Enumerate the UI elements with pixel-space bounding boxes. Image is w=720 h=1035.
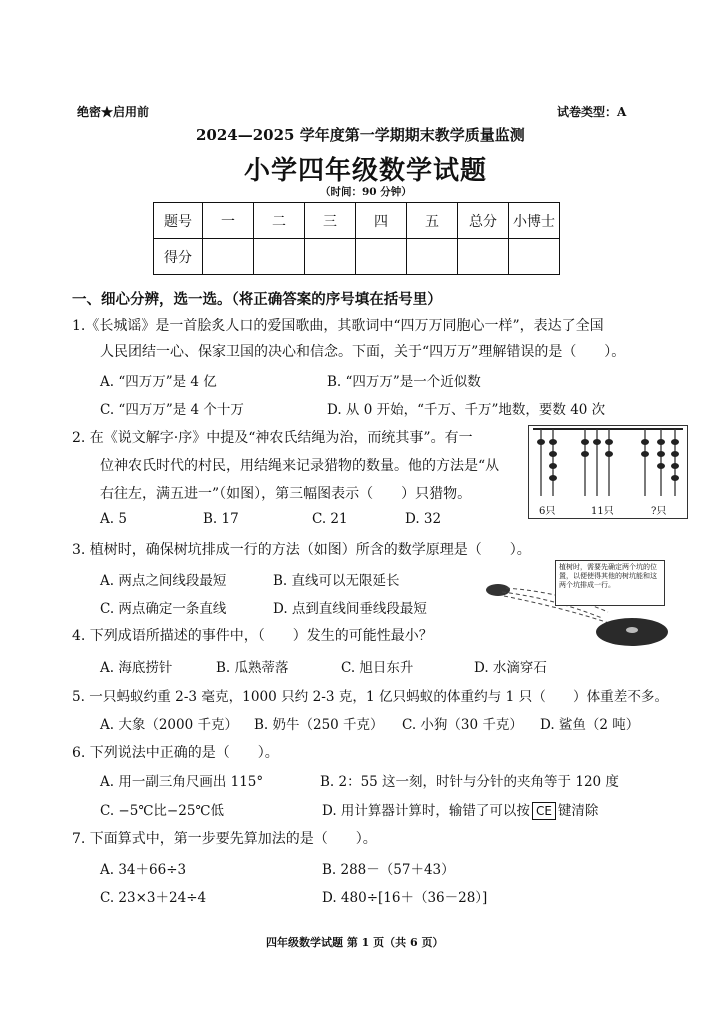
q4-option-c: C. 旭日东升 xyxy=(341,660,414,676)
ce-key: CE xyxy=(532,802,556,820)
score-cell: 三 xyxy=(305,203,356,239)
score-cell: 得分 xyxy=(154,239,203,275)
q5-line1: 5. 一只蚂蚁约重 2-3 毫克，1000 只约 2-3 克，1 亿只蚂蚁的体重约与 1 只（ ）体重差不多。 xyxy=(72,689,669,705)
tree-planting-note: 植树时，需要先确定两个坑的位置，以便使得其他的树坑能和这两个坑排成一行。 xyxy=(555,560,665,606)
score-blank[interactable] xyxy=(458,239,509,275)
q5-option-b: B. 奶牛（250 千克） xyxy=(254,717,384,733)
q6-line1: 6. 下列说法中正确的是（ ）。 xyxy=(72,745,279,761)
q6-option-d xyxy=(322,799,598,820)
rope-label-2: 11只 xyxy=(591,506,614,517)
q4-option-a: A. 海底捞针 xyxy=(100,660,173,676)
q7-option-b: B. 288－（57＋43） xyxy=(322,862,455,878)
score-blank[interactable] xyxy=(254,239,305,275)
page-title: 小学四年级数学试题 xyxy=(244,156,488,186)
q7-option-a: A. 34＋66÷3 xyxy=(100,862,187,878)
score-cell: 总分 xyxy=(458,203,509,239)
q7-line1: 7. 下面算式中，第一步要先算加法的是（ ）。 xyxy=(72,831,377,847)
q6-option-d-text: D. 用计算器计算时，输错了可以按 xyxy=(322,803,530,819)
score-cell: 五 xyxy=(407,203,458,239)
score-blank[interactable] xyxy=(509,239,560,275)
q4-option-d: D. 水滴穿石 xyxy=(474,660,547,676)
q7-option-d: D. 480÷[16＋（36－28）] xyxy=(322,890,488,906)
q3-option-d: D. 点到直线间垂线段最短 xyxy=(273,601,427,617)
score-cell: 小博士 xyxy=(509,203,560,239)
exam-time: （时间：90 分钟） xyxy=(320,186,412,198)
q5-option-d: D. 鲨鱼（2 吨） xyxy=(540,717,640,733)
knot-rope-figure xyxy=(528,425,688,519)
q2-option-c: C. 21 xyxy=(312,511,348,527)
q2-line3: 右往左，满五进一”（如图），第三幅图表示（ ）只猎物。 xyxy=(100,486,472,502)
q1-option-b: B. “四万万”是一个近似数 xyxy=(327,374,481,390)
q1-line1: 1.《长城谣》是一首脍炙人口的爱国歌曲，其歌词中“四万万同胞心一样”，表达了全国 xyxy=(72,318,604,334)
q6-option-a: A. 用一副三角尺画出 115° xyxy=(100,774,264,790)
score-blank[interactable] xyxy=(356,239,407,275)
q2-option-a: A. 5 xyxy=(100,511,127,527)
exam-subtitle: 2024—2025 学年度第一学期期末教学质量监测 xyxy=(196,126,525,144)
q2-line2: 位神农氏时代的村民，用结绳来记录猎物的数量。他的方法是“从 xyxy=(100,458,500,474)
score-cell: 二 xyxy=(254,203,305,239)
q6-option-c: C. −5℃比−25℃低 xyxy=(100,803,225,819)
score-blank[interactable] xyxy=(203,239,254,275)
page-footer: 四年级数学试题 第 1 页（共 6 页） xyxy=(266,936,444,949)
rope-label-1: 6只 xyxy=(539,506,556,517)
section-heading: 一、细心分辨，选一选。（将正确答案的序号填在括号里） xyxy=(72,291,442,308)
q2-line1: 2. 在《说文解字·序》中提及“神农氏结绳为治，而统其事”。有一 xyxy=(72,430,473,446)
rope-label-3: ?只 xyxy=(651,506,667,517)
q4-option-b: B. 瓜熟蒂落 xyxy=(216,660,289,676)
score-table-header-row xyxy=(154,203,560,239)
q3-option-a: A. 两点之间线段最短 xyxy=(100,573,227,589)
score-blank[interactable] xyxy=(407,239,458,275)
q5-option-a: A. 大象（2000 千克） xyxy=(100,717,238,733)
q3-option-c: C. 两点确定一条直线 xyxy=(100,601,227,617)
score-cell: 题号 xyxy=(154,203,203,239)
q3-line1: 3. 植树时，确保树坑排成一行的方法（如图）所含的数学原理是（ ）。 xyxy=(72,542,531,558)
q3-option-b: B. 直线可以无限延长 xyxy=(273,573,400,589)
q5-option-c: C. 小狗（30 千克） xyxy=(402,717,523,733)
score-blank[interactable] xyxy=(305,239,356,275)
score-table xyxy=(153,202,560,275)
q1-option-d: D. 从 0 开始，“千万、千万”地数，要数 40 次 xyxy=(327,402,606,418)
q1-line2: 人民团结一心、保家卫国的决心和信念。下面，关于“四万万”理解错误的是（ ）。 xyxy=(100,344,626,360)
score-table-score-row xyxy=(154,239,560,275)
score-cell: 一 xyxy=(203,203,254,239)
q2-option-b: B. 17 xyxy=(203,511,239,527)
q4-line1: 4. 下列成语所描述的事件中，（ ）发生的可能性最小？ xyxy=(72,628,433,644)
score-cell: 四 xyxy=(356,203,407,239)
q6-option-d-suffix: 键清除 xyxy=(557,803,599,819)
confidential-mark: 绝密★启用前 xyxy=(77,105,150,119)
q2-option-d: D. 32 xyxy=(405,511,442,527)
q1-option-a: A. “四万万”是 4 亿 xyxy=(100,374,217,390)
q6-option-b: B. 2：55 这一刻，时针与分针的夹角等于 120 度 xyxy=(320,774,619,790)
paper-type: 试卷类型：A xyxy=(557,105,627,119)
q7-option-c: C. 23×3＋24÷4 xyxy=(100,890,207,906)
q1-option-c: C. “四万万”是 4 个十万 xyxy=(100,402,244,418)
